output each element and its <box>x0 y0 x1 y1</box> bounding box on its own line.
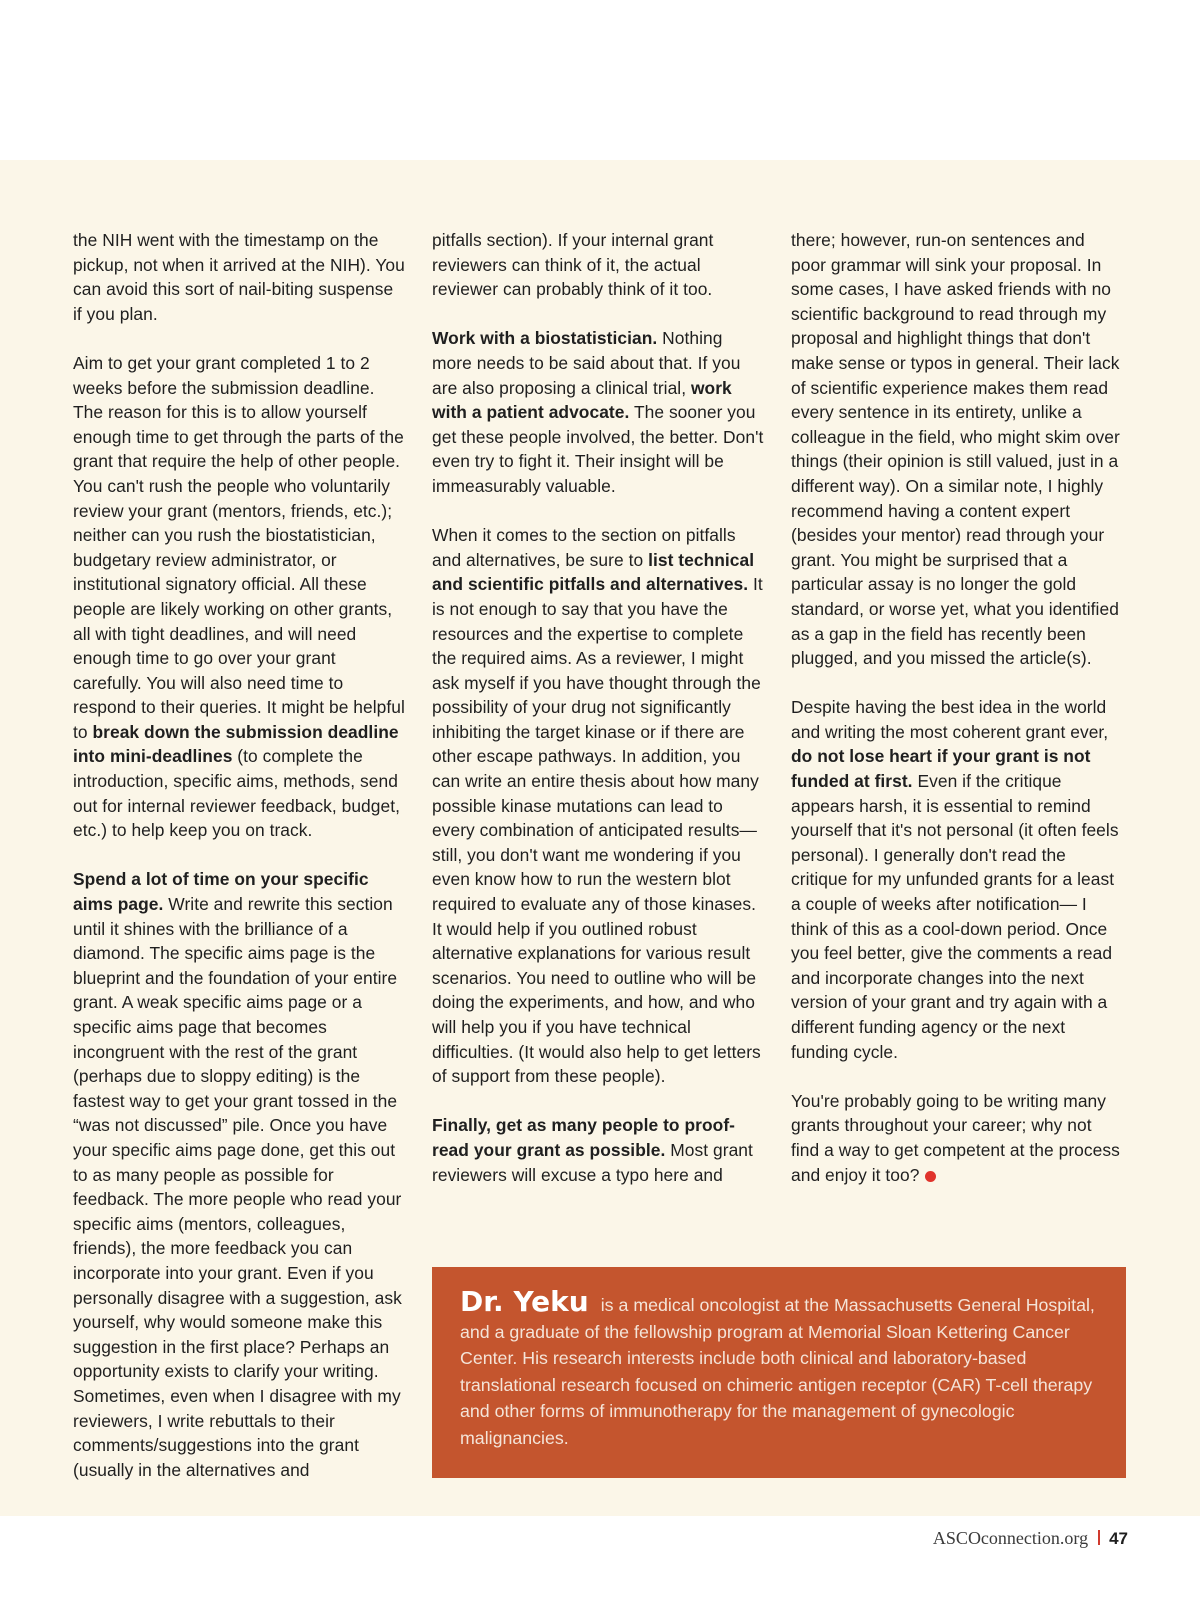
author-bio-box <box>432 1267 1126 1478</box>
paragraph: there; however, run-on sentences and poor grammar will sink your proposal. In some cases, I have asked friends with no scientific background to read through my proposal and highlight things that don't make sense or typos in general. Their lack of scientific experience makes them read every sentence in its entirety, unlike a colleague in the field, who might skim over things (their opinion is still valued, just in a different way). On a similar note, I highly recommend having a content expert (besides your mentor) read through your grant. You might be surprised that a particular assay is no longer the gold standard, or worse yet, what you identified as a gap in the field has recently been plugged, and you missed the article(s). <box>791 230 1120 669</box>
footer-divider <box>1098 1530 1100 1545</box>
footer-site-link[interactable]: ASCOconnection.org <box>932 1528 1089 1548</box>
page-number: 47 <box>1109 1529 1128 1548</box>
emphasis: Spend a lot of time on your specific aims page. <box>73 869 369 915</box>
emphasis: work with a patient advocate. <box>432 377 732 423</box>
paragraph: Work with a biostatistician. Nothing more needs to be said about that. If you are also proposing a clinical trial, work with a patient advocate. The sooner you get these people involved, the better. Don't even try to fight it. Their insight will be immeasurably valuable. <box>432 328 764 496</box>
page-footer <box>933 1528 1128 1549</box>
paragraph: Aim to get your grant completed 1 to 2 weeks before the submission deadline. The reason for this is to allow yourself enough time to get through the parts of the grant that require the help of other people. You can't rush the people who voluntarily review your grant (mentors, friends, etc.); neither can you rush the biostatistician, budgetary review administrator, or institutional signatory official. All these people are likely working on other grants, all with tight deadlines, and will need enough time to go over your grant carefully. You will also need time to respond to their queries. It might be helpful to break down the submission deadline into mini-deadlines (to complete the introduction, specific aims, methods, send out for internal reviewer feedback, budget, etc.) to help keep you on track. <box>73 352 405 841</box>
author-name: Dr. Yeku <box>460 1285 589 1318</box>
paragraph: When it comes to the section on pitfalls and alternatives, be sure to list technical and scientific pitfalls and alternatives. It is not enough to say that you have the resources and the expertise to complete the required aims. As a reviewer, I might ask myself if you have thought through the possibility of your drug not significantly inhibiting the target kinase or if there are other escape pathways. In addition, you can write an entire thesis about how many possible kinase mutations can lead to every combination of anticipated results— still, you don't want me wondering if you even know how to run the western blot required to evaluate any of those kinases. It would help if you outlined robust alternative explanations for various result scenarios. You need to outline who will be doing the experiments, and how, and who will help you if you have technical difficulties. (It would also help to get letters of support from these people). <box>432 525 763 1087</box>
paragraph: You're probably going to be writing many grants throughout your career; why not find a way to get competent at the process and enjoy it too? <box>791 1090 1120 1185</box>
paragraph: the NIH went with the timestamp on the pickup, not when it arrived at the NIH). You can avoid this sort of nail-biting suspense if you plan. <box>73 230 405 324</box>
paragraph: pitfalls section). If your internal grant reviewers can think of it, the actual reviewer can probably think of it too. <box>432 230 714 300</box>
emphasis: do not lose heart if your grant is not funded at first. <box>791 746 1091 792</box>
paragraph: Despite having the best idea in the world and writing the most coherent grant ever, do not lose heart if your grant is not funded at first. Even if the critique appears harsh, it is essential to remind yourself that it's not personal (it often feels personal). I generally don't read the critique for my unfunded grants for a least a couple of weeks after notification— I think of this as a cool-down period. Once you feel better, give the comments a read and incorporate changes into the next version of your grant and try again with a different funding agency or the next funding cycle. <box>791 697 1119 1062</box>
article-column-1 <box>73 228 405 1507</box>
article-column-3 <box>791 228 1123 1212</box>
paragraph: Spend a lot of time on your specific aims page. Write and rewrite this section until it shines with the brilliance of a diamond. The specific aims page is the blueprint and the foundation of your entire grant. A weak specific aims page or a specific aims page that becomes incongruent with the rest of the grant (perhaps due to sloppy editing) is the fastest way to get your grant tossed in the “was not discussed” pile. Once you have your specific aims page done, get this out to as many people as possible for feedback. The more people who read your specific aims (mentors, colleagues, friends), the more feedback you can incorporate into your grant. Even if you personally disagree with a suggestion, ask yourself, why would someone make this suggestion in the first place? Perhaps an opportunity exists to clarify your writing. Sometimes, even when I disagree with my reviewers, I write rebuttals to their comments/suggestions into the grant (usually in the alternatives and <box>73 869 402 1480</box>
author-bio-text: is a medical oncologist at the Massachusetts General Hospital, and a graduate of the fellowship program at Memorial Sloan Kettering Cancer Center. His research interests include both clinical and laboratory-based translational research focused on chimeric antigen receptor (CAR) T-cell therapy and other forms of immunotherapy for the management of gynecologic malignancies. <box>460 1295 1095 1448</box>
emphasis: Finally, get as many people to proofread your grant as possible. <box>432 1115 735 1160</box>
end-mark-icon <box>925 1171 936 1182</box>
emphasis: Work with a biostatistician. <box>432 328 658 349</box>
emphasis: list technical and scientific pitfalls and alternatives. <box>432 549 755 595</box>
paragraph: Finally, get as many people to proofread your grant as possible. Most grant reviewers will excuse a typo here and <box>432 1115 753 1185</box>
emphasis: break down the submission deadline into mini-deadlines <box>73 721 399 767</box>
article-column-2 <box>432 228 764 1212</box>
